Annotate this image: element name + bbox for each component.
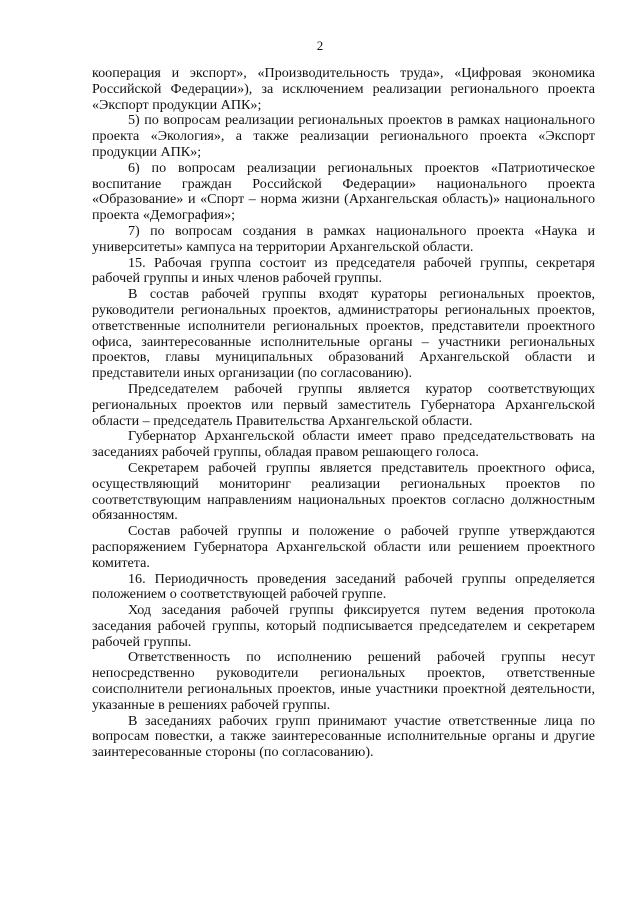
paragraph-clause-15: 15. Рабочая группа состоит из председателя рабочей группы, секретаря рабочей группы и иных членов рабочей группы.	[92, 254, 595, 287]
paragraph-composition: В состав рабочей группы входят кураторы региональных проектов, руководители региональных проектов, администраторы региональных проектов, ответственные исполнители региональных проектов, представители проектного офиса, заинтересованные исполнительные органы – участники региональных проектов, главы муниципальных образований Архангельской области и представители иных организации (по согласованию).	[92, 286, 595, 382]
paragraph-protocol: Ход заседания рабочей группы фиксируется путем ведения протокола заседания рабочей группы, который подписывается председателем и секретарем рабочей группы.	[92, 602, 595, 650]
paragraph-approval: Состав рабочей группы и положение о рабочей группе утверждаются распоряжением Губернатора Архангельской области или решением проектного комитета.	[92, 523, 595, 571]
paragraph-participants: В заседаниях рабочих групп принимают участие ответственные лица по вопросам повестки, а также заинтересованные исполнительные органы и другие заинтересованные стороны (по согласованию).	[92, 712, 595, 761]
paragraph-clause-16: 16. Периодичность проведения заседаний рабочей группы определяется положением о соответствующей рабочей группе.	[92, 570, 595, 603]
page-number: 2	[316, 38, 324, 53]
paragraph-secretary: Секретарем рабочей группы является представитель проектного офиса, осуществляющий мониторинг реализации региональных проектов по соответствующим направлениям национальных проектов согласно должностным обязанностям.	[92, 459, 595, 524]
document-body	[92, 66, 595, 761]
paragraph-governor: Губернатор Архангельской области имеет право председательствовать на заседаниях рабочей группы, обладая правом решающего голоса.	[92, 428, 595, 461]
paragraph-item-6: 6) по вопросам реализации региональных проектов «Патриотическое воспитание граждан Российской Федерации» национального проекта «Образование» и «Спорт – норма жизни (Архангельская область)» национального проекта «Демография»;	[92, 159, 595, 224]
paragraph-continuation: кооперация и экспорт», «Производительность труда», «Цифровая экономика Российской Федерации»), за исключением реализации регионального проекта «Экспорт продукции АПК»;	[92, 65, 595, 113]
paragraph-item-7: 7) по вопросам создания в рамках национального проекта «Наука и университеты» кампуса на территории Архангельской области.	[92, 222, 595, 255]
paragraph-item-5: 5) по вопросам реализации региональных проектов в рамках национального проекта «Экология», а также реализации регионального проекта «Экспорт продукции АПК»;	[92, 112, 595, 160]
paragraph-responsibility: Ответственность по исполнению решений рабочей группы несут непосредственно руководители региональных проектов, ответственные соисполнители региональных проектов, иные участники проектной деятельности, указанные в решениях рабочей группы.	[92, 649, 595, 713]
paragraph-chairman: Председателем рабочей группы является куратор соответствующих региональных проектов или первый заместитель Губернатора Архангельской области – председатель Правительства Архангельской области.	[92, 380, 595, 429]
